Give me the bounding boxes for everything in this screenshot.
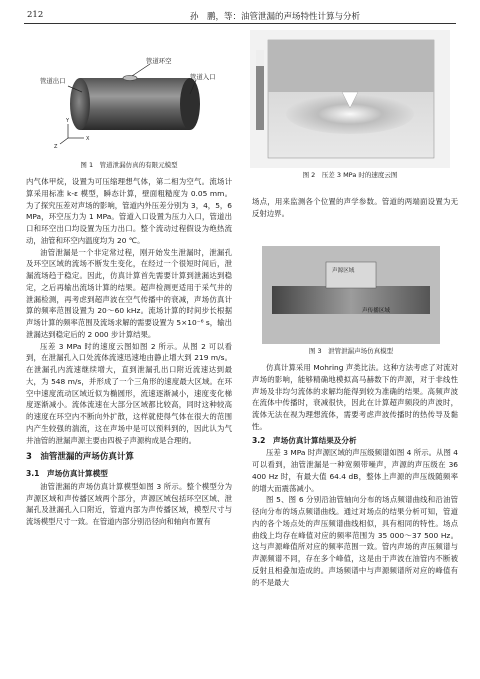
figure-3 bbox=[262, 246, 440, 356]
figure-2-velocity-contour bbox=[250, 30, 450, 168]
figure-1-pipe-model bbox=[26, 34, 232, 159]
source-region bbox=[326, 262, 376, 288]
paragraph: 油管泄漏的声场仿真计算模型如图 3 所示。整个模型分为声源区域和声传播区域两个部分，声源区域包括环空区域、泄漏孔及泄漏孔入口附近，管道内部为声传播区域，模型尺寸与流场模型尺寸一致。在管道内部分别沿径向和轴向布置有 bbox=[26, 481, 232, 526]
header-rule bbox=[24, 23, 456, 24]
paragraph: 仿真计算采用 Mohring 声类比法。这种方法考虑了对流对声场的影响，能够精确地模拟高马赫数下的声源，对于非线性声场及非均匀流体的求解均能得到较为准确的结果。高频声波在流体中传播时，衰减很快，因此在计算超声频段的声波时，流体无法在视为理想流体，需要考虑声波传播时的热传导及黏性。 bbox=[252, 363, 458, 431]
right-column-top bbox=[252, 196, 458, 220]
svg-text:X: X bbox=[86, 136, 90, 142]
paragraph: 场点，用来监测各个位置的声学参数。管道的两端面设置为无反射边界。 bbox=[252, 197, 458, 218]
pipe-body bbox=[80, 78, 190, 130]
label-leak-ring: 管道环空 bbox=[146, 57, 172, 65]
figure-1-caption: 图 1 管道泄漏仿真的有限元模型 bbox=[80, 161, 178, 169]
paragraph: 压差 3 MPa 时的速度云图如图 2 所示。从图 2 可以看到，在泄漏孔入口处流体流速迅速地由静止增大到 219 m/s。在泄漏孔内流速继续增大，直到泄漏孔出口附近流速达到最大，为 548 m/s，并形成了一个三角形的速度最大区域。在环空中速度流动区域近似为椭圆形，流速逐渐减小，速度变化梯度逐渐减小。流体流速在大部分区域都比较高，同时这种较高的速度在环空内不断向外扩散，这样就使得气体在很大的范围内产生较强的湍流，这在声场中是可以预料到的，因此认为气井油管的泄漏声源主要由四极子声源构成是合理的。 bbox=[26, 341, 232, 445]
figure-1 bbox=[26, 34, 232, 172]
paragraph: 压差 3 MPa 时声源区域的声压级频谱如图 4 所示。从图 4 可以看到，油管泄漏是一种宽频带噪声，声源的声压级在 36 400 Hz 时，有最大值 64.4 dB，整体上声源的声压级随频率的增大而震荡减小。 bbox=[252, 448, 458, 493]
paragraph: 内气体甲烷，设置为可压缩理想气体，第二相为空气。流场计算采用标准 k-ε 模型，瞬态计算，壁面粗糙度为 0.05 mm。为了探究压差对声场的影响，管道内外压差分别为 3，4，5，6 MPa，环空压力为 1 MPa。管道入口设置为压力入口，管道出口和环空出口均设置为压力出口。整个流动过程假设为绝热流动，油管和环空内温度均为 20 ℃。 bbox=[26, 177, 232, 245]
page-number: 212 bbox=[27, 10, 44, 20]
svg-text:声源区域: 声源区域 bbox=[332, 268, 355, 274]
running-title: 孙 鹏，等：油管泄漏的声场特性计算与分析 bbox=[190, 12, 361, 22]
svg-text:Y: Y bbox=[66, 118, 70, 124]
subsection-heading: 3.1 声场仿真计算模型 bbox=[26, 469, 108, 478]
paragraph: 图 5、图 6 分别沿油管轴向分布的场点频谱曲线和沿油管径向分布的场点频谱曲线。通过对场点的结果分析可知，管道内的各个场点处的声压频谱曲线相似，具有相同的特性。场点曲线上均存在峰值对应的频率范围为 35 000～37 500 Hz。这与声源峰值所对应的频率范围一致。管内声场的声压频谱与声源频谱不同，存在多个峰值，这是由于声波在油管内不断被反射且相叠加造成的。声场频谱中与声源频谱所对应的峰值有的不是最大 bbox=[252, 495, 458, 587]
figure-2-caption: 图 2 压差 3 MPa 时的速度云图 bbox=[302, 171, 398, 179]
pipe-left-end bbox=[70, 78, 90, 130]
left-column bbox=[26, 176, 232, 528]
svg-text:Z: Z bbox=[54, 144, 58, 150]
paragraph: 油管泄漏是一个非定常过程，刚开始发生泄漏时，泄漏孔及环空区域的流场不断发生变化，在经过一个很短时间后，泄漏流场趋于稳定。因此，仿真计算首先需要计算到泄漏达到稳定，之后再输出流场计算的结果。超声检测更适用于采气井的泄漏检测，再考虑到超声波在空气传播中的衰减，声场仿真计算的频率范围设置为 20～60 kHz。流场计算的时间步长根据声场计算的频率范围及流场求解的需要设置为 5×10⁻⁶ s，输出泄漏达到稳定后的 2 000 步计算结果。 bbox=[26, 247, 232, 339]
label-outlet: 管道出口 bbox=[40, 77, 66, 85]
figure-3-acoustic-model bbox=[262, 246, 440, 344]
right-column bbox=[252, 362, 458, 588]
figure-3-caption: 图 3 泄管泄漏声场仿真模型 bbox=[308, 347, 394, 355]
label-inlet: 管道入口 bbox=[190, 73, 216, 81]
leader-leak-ring bbox=[132, 64, 150, 76]
svg-text:声传播区域: 声传播区域 bbox=[362, 308, 390, 314]
leak-hole bbox=[123, 75, 137, 80]
section-heading: 3 油管泄漏的声场仿真计算 bbox=[26, 452, 134, 463]
subsection-heading: 3.2 声场仿真计算结果及分析 bbox=[252, 435, 357, 445]
figure-2 bbox=[250, 30, 450, 182]
page-header bbox=[0, 8, 480, 24]
acoustic-domain bbox=[272, 286, 430, 314]
pipe-right-end bbox=[180, 78, 200, 130]
